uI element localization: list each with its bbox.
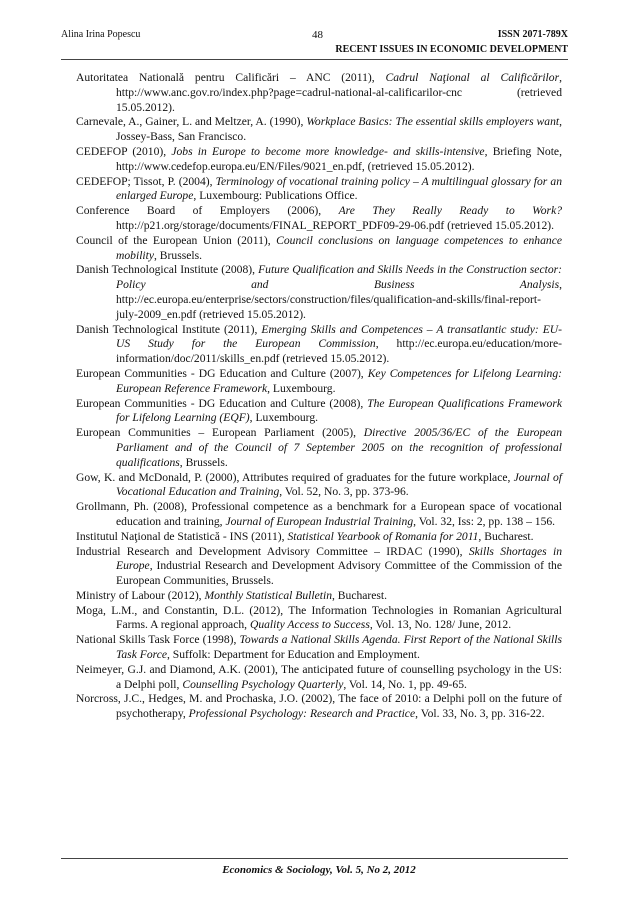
reference-details: , Briefing Note, http://www.cedefop.europa.eu/EN/Files/9021_en.pdf, (retrieved 15.05.2012).: [116, 144, 562, 173]
reference-details: , Vol. 32, Iss: 2, pp. 138 – 156.: [413, 514, 556, 528]
reference-details: , Brussels.: [154, 248, 202, 262]
reference-text: Danish Technological Institute (2008),: [76, 263, 259, 277]
reference-text: Council of the European Union (2011),: [76, 233, 277, 247]
reference-title: The European Qualifications Framework for Lifelong Learning (EQF): [116, 396, 562, 425]
reference-text: Autoritatea Natională pentru Calificări – ANC (2011),: [76, 71, 386, 84]
reference-item: [76, 234, 562, 264]
reference-details: , Luxembourg: Publications Office.: [193, 189, 358, 203]
reference-title: Skills Shortages in Europe: [116, 544, 563, 573]
reference-text: Carnevale, A., Gainer, L. and Meltzer, A. (1990),: [76, 115, 307, 129]
reference-title: Statistical Yearbook of Romania for 2011,: [287, 529, 482, 543]
reference-item: [76, 692, 562, 722]
reference-text: Conference Board of Employers (2006),: [76, 204, 339, 218]
reference-item: [76, 397, 562, 427]
reference-text: Norcross, J.C., Hedges, M. and Prochaska, J.O. (2002), The face of 2010: a Delphi poll on the future of psychotherapy,: [76, 692, 562, 721]
reference-item: [76, 204, 562, 234]
reference-item: [76, 633, 562, 663]
reference-details: , http://ec.europa.eu/education/more-information/doc/2011/skills_en.pdf (retrieved 15.05.2012).: [116, 337, 562, 366]
reference-title: Monthly Statistical Bulletin: [204, 588, 332, 602]
reference-title: Cadrul Naţional al Calificărilor: [385, 71, 560, 84]
reference-item: [76, 367, 562, 397]
reference-text: Industrial Research and Development Advisory Committee – IRDAC (1990),: [76, 544, 469, 558]
reference-title: Directive 2005/36/EC of the European Parliament and of the Council of 7 September 2005 on the recognition of professional qualifications: [116, 426, 562, 469]
reference-title: Professional Psychology: Research and Practice: [188, 707, 416, 721]
page-header: [61, 28, 568, 60]
reference-details: , Vol. 14, No. 1, pp. 49-65.: [343, 677, 467, 691]
journal-section: RECENT ISSUES IN ECONOMIC DEVELOPMENT: [335, 44, 568, 55]
reference-title: Terminology of vocational training policy – A multilingual glossary for an enlarged Europe: [116, 174, 562, 203]
reference-title: Quality Access to Success: [249, 618, 370, 632]
reference-item: [76, 545, 562, 589]
reference-item: [76, 175, 562, 205]
reference-details: , Vol. 52, No. 3, pp. 373-96.: [279, 485, 409, 499]
reference-details: , http://ec.europa.eu/enterprise/sectors/construction/files/qualification-and-skills/final-report-july-2009_en.pdf (retrieved 15.05.2012).: [116, 278, 562, 321]
reference-details: , http://www.anc.gov.ro/index.php?page=cadrul-national-al-calificarilor-cnc (retrieved 15.05.2012).: [116, 71, 562, 114]
reference-text: Gow, K. and McDonald, P. (2000), Attributes required of graduates for the future workplace,: [76, 470, 514, 484]
reference-title: Future Qualification and Skills Needs in the Construction sector: Policy and Business Analysis: [116, 263, 562, 292]
reference-details: , Industrial Research and Development Advisory Committee of the Commission of the European Communities, Brussels.: [116, 559, 562, 588]
reference-details: , Jossey-Bass, San Francisco.: [116, 115, 562, 144]
reference-item: [76, 145, 562, 175]
reference-text: Grollmann, Ph. (2008), Professional competence as a benchmark for a European space of vocational education and training,: [76, 500, 562, 528]
reference-title: Towards a National Skills Agenda. First Report of the National Skills Task Force: [116, 633, 562, 662]
reference-title: Journal of European Industrial Training: [225, 514, 414, 528]
reference-text: European Communities - DG Education and Culture (2007),: [76, 366, 368, 380]
reference-item: [76, 115, 562, 145]
reference-details: , Bucharest.: [332, 588, 388, 602]
reference-title: Key Competences for Lifelong Learning: European Reference Framework: [116, 366, 562, 395]
reference-details: , Luxembourg.: [267, 381, 336, 395]
reference-title: Workplace Basics: The essential skills employers want: [306, 115, 560, 129]
page-number: 48: [312, 29, 323, 41]
reference-details: , Suffolk: Department for Education and Employment.: [167, 648, 420, 662]
reference-title: Council conclusions on language competences to enhance mobility: [116, 233, 562, 262]
reference-item: [76, 604, 562, 634]
reference-details: http://p21.org/storage/documents/FINAL_REPORT_PDF09-29-06.pdf (retrieved 15.05.2012).: [116, 218, 554, 232]
reference-item: [76, 71, 562, 115]
reference-title: Are They Really Ready to Work?: [338, 204, 563, 218]
running-author: Alina Irina Popescu: [61, 29, 141, 40]
reference-text: Neimeyer, G.J. and Diamond, A.K. (2001), The anticipated future of counselling psychology in the US: a Delphi poll,: [76, 662, 562, 691]
page-footer: Economics & Sociology, Vol. 5, No 2, 2012: [222, 864, 416, 876]
reference-title: Emerging Skills and Competences – A transatlantic study: EU-US Study for the European Commission: [116, 322, 563, 351]
reference-text: Institutul Naţional de Statistică - INS (2011),: [76, 529, 288, 543]
reference-item: [76, 323, 562, 367]
reference-text: CEDEFOP (2010),: [76, 144, 172, 158]
header-rule: [61, 59, 568, 60]
reference-title: Journal of Vocational Education and Training: [116, 470, 562, 499]
reference-item: [76, 663, 562, 693]
reference-item: [76, 471, 562, 501]
reference-item: [76, 426, 562, 470]
footer-rule: [61, 858, 568, 859]
reference-title: Jobs in Europe to become more knowledge- and skills-intensive: [171, 144, 485, 158]
reference-details: , Brussels.: [179, 455, 228, 469]
reference-title: Counselling Psychology Quarterly: [182, 677, 344, 691]
reference-text: Ministry of Labour (2012),: [76, 588, 205, 602]
reference-text: Danish Technological Institute (2011),: [76, 322, 262, 336]
reference-details: , Vol. 33, No. 3, pp. 316-22.: [415, 707, 545, 721]
reference-item: [76, 500, 562, 530]
reference-text: European Communities – European Parliament (2005),: [76, 426, 364, 440]
reference-details: Bucharest.: [481, 529, 534, 543]
reference-text: European Communities - DG Education and Culture (2008),: [76, 396, 368, 410]
reference-item: [76, 263, 562, 322]
reference-text: Moga, L.M., and Constantin, D.L. (2012), The Information Technologies in Romanian Agricultural Farms. A regional approach,: [76, 603, 562, 632]
reference-item: [76, 530, 562, 545]
reference-text: National Skills Task Force (1998),: [76, 633, 240, 647]
reference-item: [76, 589, 562, 604]
issn: ISSN 2071-789X: [497, 29, 568, 40]
reference-text: CEDEFOP; Tissot, P. (2004),: [76, 174, 216, 188]
reference-details: , Luxembourg.: [249, 411, 319, 425]
reference-details: , Vol. 13, No. 128/ June, 2012.: [369, 618, 512, 632]
reference-list: [76, 71, 562, 722]
